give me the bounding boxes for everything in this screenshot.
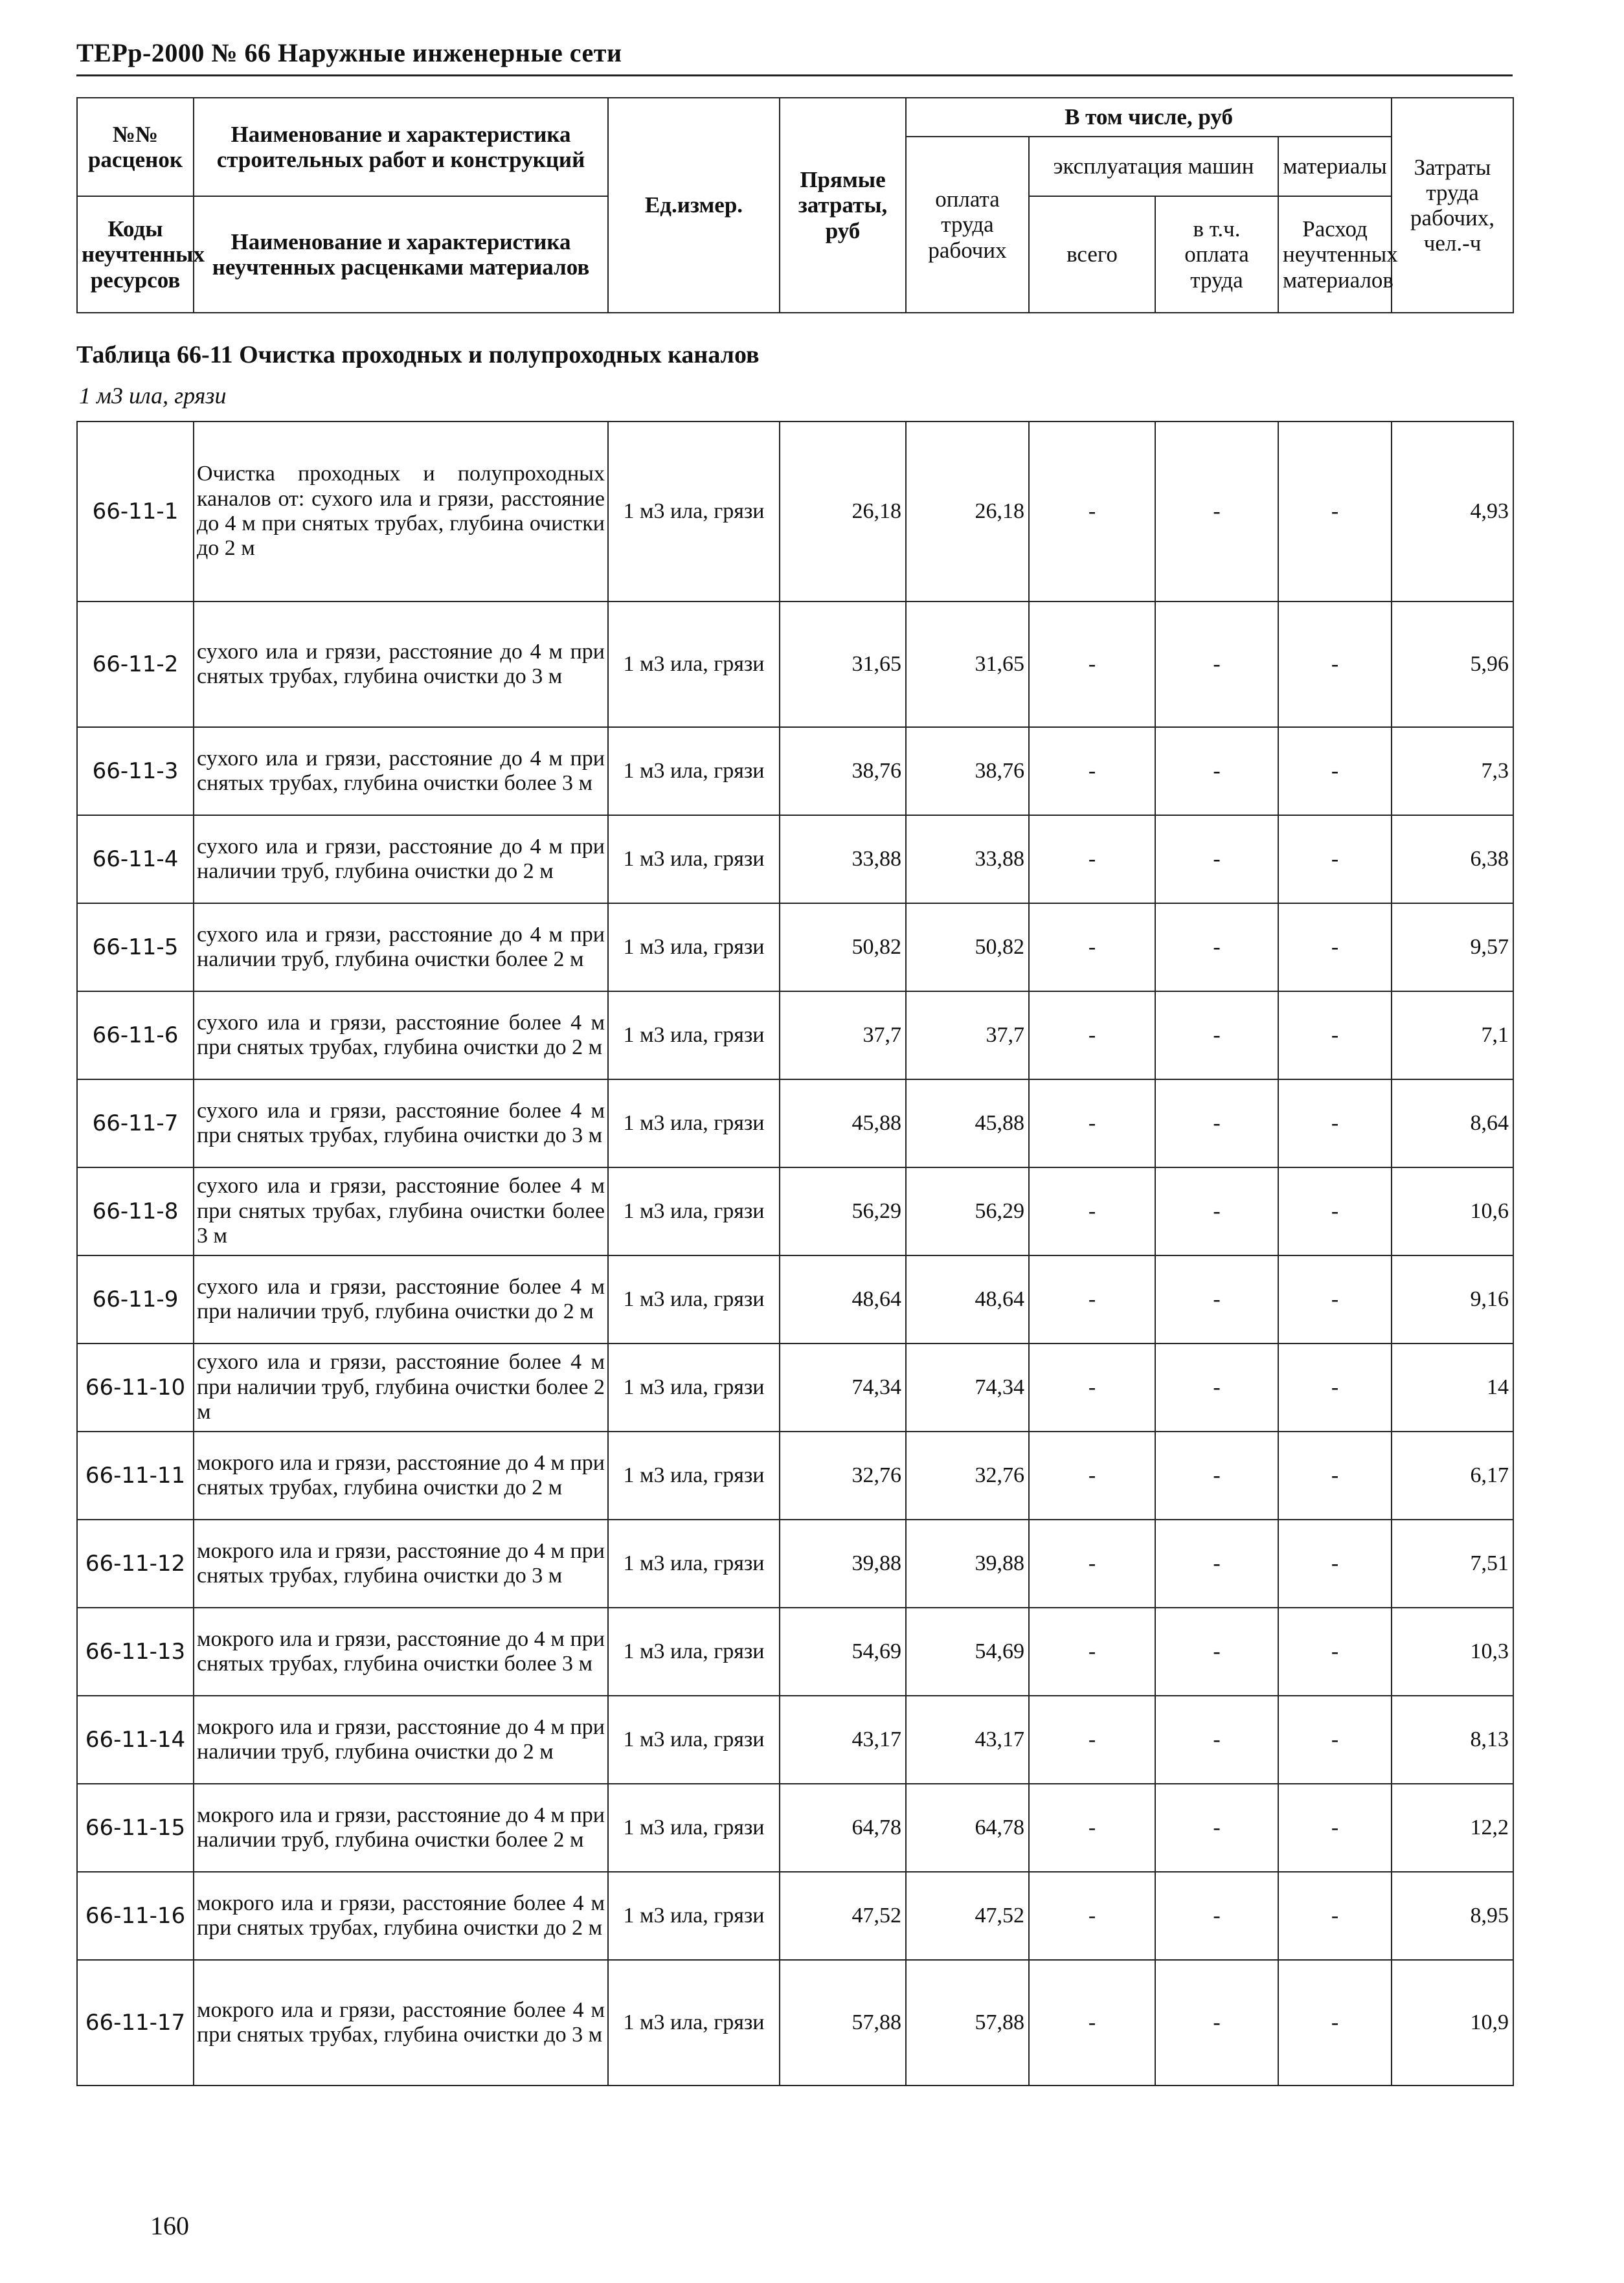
row-unit: 1 м3 ила, грязи — [608, 727, 780, 815]
row-code: 66-11-7 — [77, 1079, 194, 1167]
table-row — [77, 1344, 1513, 1432]
row-machines-total: - — [1029, 1608, 1155, 1696]
row-machines-total: - — [1029, 1784, 1155, 1872]
table-header — [76, 97, 1514, 313]
row-labor-pay: 56,29 — [906, 1167, 1029, 1255]
row-labor-cost: 6,38 — [1392, 815, 1513, 903]
row-direct-costs: 37,7 — [780, 991, 906, 1079]
row-unit: 1 м3 ила, грязи — [608, 1960, 780, 2086]
row-direct-costs: 48,64 — [780, 1255, 906, 1344]
row-labor-cost: 7,51 — [1392, 1520, 1513, 1608]
row-direct-costs: 43,17 — [780, 1696, 906, 1784]
row-materials: - — [1278, 1960, 1392, 2086]
row-code: 66-11-17 — [77, 1960, 194, 2086]
row-machines-total: - — [1029, 1960, 1155, 2086]
row-machines-labor: - — [1155, 1344, 1278, 1432]
page-header-title: ТЕРр-2000 № 66 Наружные инженерные сети — [76, 38, 1513, 76]
row-code: 66-11-13 — [77, 1608, 194, 1696]
row-direct-costs: 50,82 — [780, 903, 906, 991]
row-machines-labor: - — [1155, 903, 1278, 991]
row-materials: - — [1278, 1344, 1392, 1432]
row-materials: - — [1278, 1608, 1392, 1696]
row-labor-pay: 32,76 — [906, 1432, 1029, 1520]
row-direct-costs: 57,88 — [780, 1960, 906, 2086]
table-row — [77, 1432, 1513, 1520]
row-unit: 1 м3 ила, грязи — [608, 1255, 780, 1344]
head-materials-unaccounted: Расход неучтенных материалов — [1278, 196, 1392, 313]
row-code: 66-11-14 — [77, 1696, 194, 1784]
row-name: Очистка проходных и полупроходных каналов от: сухого ила и грязи, расстояние до 4 м при снятых трубах, глубина очистки до 2 м — [194, 422, 608, 602]
row-labor-pay: 31,65 — [906, 602, 1029, 727]
head-machines-total: всего — [1029, 196, 1155, 313]
row-labor-pay: 26,18 — [906, 422, 1029, 602]
row-labor-cost: 8,64 — [1392, 1079, 1513, 1167]
row-labor-pay: 47,52 — [906, 1872, 1029, 1960]
row-machines-total: - — [1029, 991, 1155, 1079]
row-code: 66-11-11 — [77, 1432, 194, 1520]
row-name: сухого ила и грязи, расстояние до 4 м при наличии труб, глубина очистки до 2 м — [194, 815, 608, 903]
row-materials: - — [1278, 1784, 1392, 1872]
row-machines-total: - — [1029, 1520, 1155, 1608]
row-labor-cost: 9,57 — [1392, 903, 1513, 991]
head-name-bottom: Наименование и характеристика неучтенных расценками материалов — [194, 196, 608, 313]
row-unit: 1 м3 ила, грязи — [608, 1079, 780, 1167]
head-name-top: Наименование и характеристика строительных работ и конструкций — [194, 98, 608, 196]
table-row — [77, 1872, 1513, 1960]
row-machines-labor: - — [1155, 727, 1278, 815]
row-labor-cost: 9,16 — [1392, 1255, 1513, 1344]
row-machines-labor: - — [1155, 1960, 1278, 2086]
row-labor-cost: 10,6 — [1392, 1167, 1513, 1255]
row-direct-costs: 45,88 — [780, 1079, 906, 1167]
head-direct-costs: Прямые затраты, руб — [780, 98, 906, 313]
table-row — [77, 1608, 1513, 1696]
row-code: 66-11-10 — [77, 1344, 194, 1432]
row-machines-total: - — [1029, 1432, 1155, 1520]
row-name: сухого ила и грязи, расстояние более 4 м при снятых трубах, глубина очистки до 2 м — [194, 991, 608, 1079]
row-unit: 1 м3 ила, грязи — [608, 1344, 780, 1432]
row-direct-costs: 54,69 — [780, 1608, 906, 1696]
row-labor-pay: 37,7 — [906, 991, 1029, 1079]
row-name: сухого ила и грязи, расстояние более 4 м при наличии труб, глубина очистки до 2 м — [194, 1255, 608, 1344]
row-name: сухого ила и грязи, расстояние до 4 м при снятых трубах, глубина очистки более 3 м — [194, 727, 608, 815]
row-name: сухого ила и грязи, расстояние более 4 м при наличии труб, глубина очистки более 2 м — [194, 1344, 608, 1432]
row-materials: - — [1278, 422, 1392, 602]
row-unit: 1 м3 ила, грязи — [608, 991, 780, 1079]
head-unit: Ед.измер. — [608, 98, 780, 313]
row-materials: - — [1278, 1520, 1392, 1608]
row-labor-cost: 5,96 — [1392, 602, 1513, 727]
row-labor-cost: 7,3 — [1392, 727, 1513, 815]
row-labor-pay: 45,88 — [906, 1079, 1029, 1167]
head-machines: эксплуатация машин — [1029, 137, 1278, 196]
row-name: мокрого ила и грязи, расстояние более 4 м при снятых трубах, глубина очистки до 2 м — [194, 1872, 608, 1960]
row-direct-costs: 38,76 — [780, 727, 906, 815]
row-machines-total: - — [1029, 1079, 1155, 1167]
row-materials: - — [1278, 815, 1392, 903]
row-name: мокрого ила и грязи, расстояние до 4 м при наличии труб, глубина очистки до 2 м — [194, 1696, 608, 1784]
row-direct-costs: 31,65 — [780, 602, 906, 727]
row-direct-costs: 32,76 — [780, 1432, 906, 1520]
row-machines-total: - — [1029, 602, 1155, 727]
row-machines-labor: - — [1155, 1255, 1278, 1344]
head-labor-cost: Затраты труда рабочих, чел.-ч — [1392, 98, 1513, 313]
row-direct-costs: 47,52 — [780, 1872, 906, 1960]
row-name: сухого ила и грязи, расстояние более 4 м при снятых трубах, глубина очистки до 3 м — [194, 1079, 608, 1167]
row-machines-labor: - — [1155, 991, 1278, 1079]
row-machines-total: - — [1029, 1344, 1155, 1432]
row-unit: 1 м3 ила, грязи — [608, 1608, 780, 1696]
row-machines-labor: - — [1155, 1696, 1278, 1784]
row-materials: - — [1278, 1696, 1392, 1784]
row-name: сухого ила и грязи, расстояние до 4 м при снятых трубах, глубина очистки до 3 м — [194, 602, 608, 727]
row-materials: - — [1278, 1432, 1392, 1520]
row-machines-labor: - — [1155, 1608, 1278, 1696]
row-unit: 1 м3 ила, грязи — [608, 1432, 780, 1520]
row-machines-total: - — [1029, 727, 1155, 815]
row-unit: 1 м3 ила, грязи — [608, 1784, 780, 1872]
row-materials: - — [1278, 1167, 1392, 1255]
row-unit: 1 м3 ила, грязи — [608, 1872, 780, 1960]
row-materials: - — [1278, 727, 1392, 815]
row-labor-cost: 14 — [1392, 1344, 1513, 1432]
table-row — [77, 602, 1513, 727]
row-labor-pay: 33,88 — [906, 815, 1029, 903]
unit-note: 1 м3 ила, грязи — [79, 383, 227, 409]
row-unit: 1 м3 ила, грязи — [608, 1167, 780, 1255]
row-materials: - — [1278, 1255, 1392, 1344]
row-machines-labor: - — [1155, 1520, 1278, 1608]
row-machines-labor: - — [1155, 1079, 1278, 1167]
row-code: 66-11-4 — [77, 815, 194, 903]
head-code-top: №№ расценок — [77, 98, 194, 196]
row-machines-labor: - — [1155, 1784, 1278, 1872]
row-code: 66-11-3 — [77, 727, 194, 815]
table-row — [77, 1079, 1513, 1167]
row-labor-pay: 38,76 — [906, 727, 1029, 815]
row-name: мокрого ила и грязи, расстояние более 4 м при снятых трубах, глубина очистки до 3 м — [194, 1960, 608, 2086]
row-name: мокрого ила и грязи, расстояние до 4 м при снятых трубах, глубина очистки до 3 м — [194, 1520, 608, 1608]
row-direct-costs: 56,29 — [780, 1167, 906, 1255]
row-direct-costs: 64,78 — [780, 1784, 906, 1872]
row-code: 66-11-1 — [77, 422, 194, 602]
table-title: Таблица 66-11 Очистка проходных и полупроходных каналов — [76, 341, 760, 368]
row-direct-costs: 26,18 — [780, 422, 906, 602]
head-machines-labor: в т.ч. оплата труда — [1155, 196, 1278, 313]
row-materials: - — [1278, 1079, 1392, 1167]
row-machines-total: - — [1029, 815, 1155, 903]
row-materials: - — [1278, 602, 1392, 727]
row-direct-costs: 33,88 — [780, 815, 906, 903]
row-unit: 1 м3 ила, грязи — [608, 422, 780, 602]
row-direct-costs: 74,34 — [780, 1344, 906, 1432]
row-labor-cost: 6,17 — [1392, 1432, 1513, 1520]
row-code: 66-11-9 — [77, 1255, 194, 1344]
row-name: мокрого ила и грязи, расстояние до 4 м при наличии труб, глубина очистки более 2 м — [194, 1784, 608, 1872]
table-row — [77, 1696, 1513, 1784]
table-row — [77, 991, 1513, 1079]
row-labor-cost: 10,9 — [1392, 1960, 1513, 2086]
table-row — [77, 1520, 1513, 1608]
row-labor-cost: 4,93 — [1392, 422, 1513, 602]
table-row — [77, 815, 1513, 903]
row-machines-total: - — [1029, 1872, 1155, 1960]
head-labor-pay: оплата труда рабочих — [906, 137, 1029, 313]
row-name: сухого ила и грязи, расстояние до 4 м при наличии труб, глубина очистки более 2 м — [194, 903, 608, 991]
row-labor-pay: 74,34 — [906, 1344, 1029, 1432]
rates-table — [76, 421, 1514, 2086]
row-labor-cost: 12,2 — [1392, 1784, 1513, 1872]
row-labor-cost: 7,1 — [1392, 991, 1513, 1079]
table-row — [77, 1255, 1513, 1344]
row-machines-labor: - — [1155, 602, 1278, 727]
row-materials: - — [1278, 903, 1392, 991]
row-labor-pay: 43,17 — [906, 1696, 1029, 1784]
row-machines-total: - — [1029, 903, 1155, 991]
head-materials: материалы — [1278, 137, 1392, 196]
row-labor-pay: 48,64 — [906, 1255, 1029, 1344]
row-machines-total: - — [1029, 422, 1155, 602]
row-code: 66-11-16 — [77, 1872, 194, 1960]
row-machines-labor: - — [1155, 815, 1278, 903]
row-code: 66-11-5 — [77, 903, 194, 991]
row-materials: - — [1278, 1872, 1392, 1960]
table-row — [77, 1167, 1513, 1255]
row-unit: 1 м3 ила, грязи — [608, 815, 780, 903]
row-unit: 1 м3 ила, грязи — [608, 903, 780, 991]
head-including: В том числе, руб — [906, 98, 1392, 137]
row-machines-labor: - — [1155, 1167, 1278, 1255]
row-labor-cost: 8,13 — [1392, 1696, 1513, 1784]
row-name: мокрого ила и грязи, расстояние до 4 м при снятых трубах, глубина очистки более 3 м — [194, 1608, 608, 1696]
row-machines-total: - — [1029, 1255, 1155, 1344]
row-unit: 1 м3 ила, грязи — [608, 1520, 780, 1608]
row-name: мокрого ила и грязи, расстояние до 4 м при снятых трубах, глубина очистки до 2 м — [194, 1432, 608, 1520]
row-code: 66-11-15 — [77, 1784, 194, 1872]
row-code: 66-11-2 — [77, 602, 194, 727]
row-labor-cost: 10,3 — [1392, 1608, 1513, 1696]
table-row — [77, 1784, 1513, 1872]
table-row — [77, 422, 1513, 602]
page-number: 160 — [150, 2211, 189, 2240]
row-machines-labor: - — [1155, 1872, 1278, 1960]
table-row — [77, 903, 1513, 991]
row-labor-pay: 39,88 — [906, 1520, 1029, 1608]
row-unit: 1 м3 ила, грязи — [608, 602, 780, 727]
row-machines-total: - — [1029, 1167, 1155, 1255]
row-code: 66-11-6 — [77, 991, 194, 1079]
row-machines-total: - — [1029, 1696, 1155, 1784]
row-labor-pay: 54,69 — [906, 1608, 1029, 1696]
row-machines-labor: - — [1155, 1432, 1278, 1520]
table-row — [77, 1960, 1513, 2086]
row-code: 66-11-8 — [77, 1167, 194, 1255]
row-materials: - — [1278, 991, 1392, 1079]
row-unit: 1 м3 ила, грязи — [608, 1696, 780, 1784]
row-machines-labor: - — [1155, 422, 1278, 602]
row-labor-pay: 50,82 — [906, 903, 1029, 991]
table-row — [77, 727, 1513, 815]
row-code: 66-11-12 — [77, 1520, 194, 1608]
head-code-bottom: Коды неучтенных ресурсов — [77, 196, 194, 313]
row-direct-costs: 39,88 — [780, 1520, 906, 1608]
row-labor-cost: 8,95 — [1392, 1872, 1513, 1960]
row-labor-pay: 57,88 — [906, 1960, 1029, 2086]
row-labor-pay: 64,78 — [906, 1784, 1029, 1872]
row-name: сухого ила и грязи, расстояние более 4 м при снятых трубах, глубина очистки более 3 м — [194, 1167, 608, 1255]
